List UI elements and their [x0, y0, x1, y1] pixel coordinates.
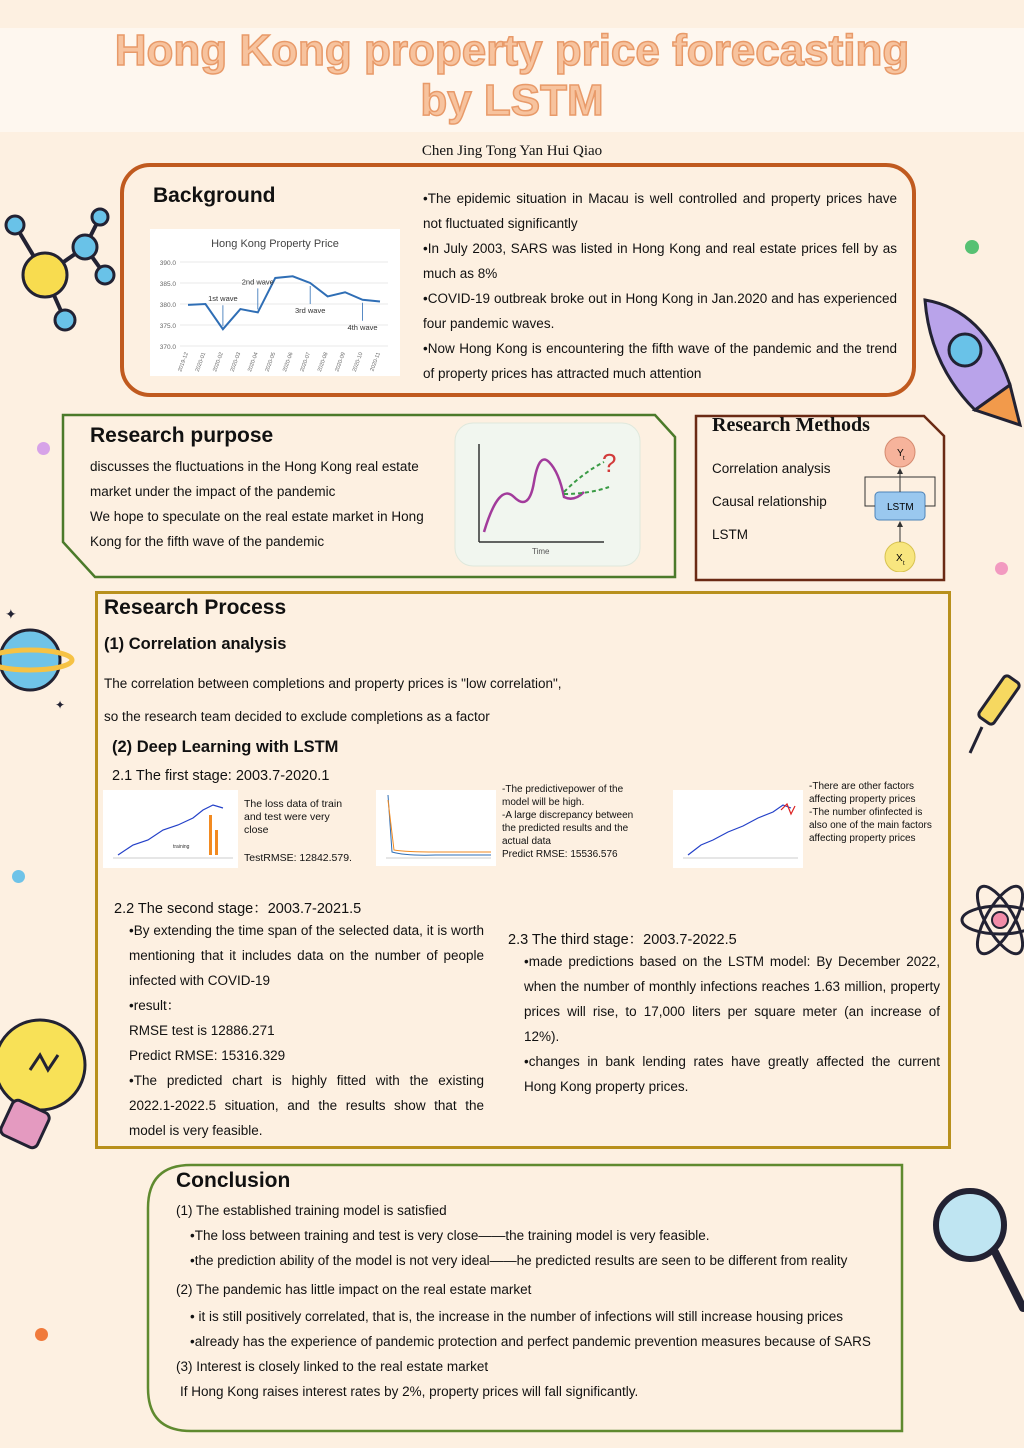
- speculation-sketch: [454, 422, 641, 567]
- diagram-lstm-label: LSTM: [887, 502, 914, 513]
- chart-x-tick: 2020-08: [316, 351, 330, 373]
- background-bullet: •In July 2003, SARS was listed in Hong Kong and real estate prices fell by as much as 8%: [423, 241, 897, 281]
- stage2-line: •result：: [129, 998, 181, 1013]
- light-bulb-icon: [0, 1010, 95, 1150]
- wave-label: 4th wave: [347, 322, 378, 332]
- chart-x-tick: 2020-02: [212, 351, 225, 373]
- svg-text:✦: ✦: [5, 606, 17, 622]
- stage1-training-chart: [103, 790, 238, 868]
- wave-label: 2nd wave: [241, 277, 274, 287]
- chart-x-tick: 2020-11: [369, 351, 382, 373]
- syringe-icon: [962, 665, 1024, 760]
- conclusion-line: If Hong Kong raises interest rates by 2%, property prices will fall significantly.: [180, 1384, 639, 1399]
- dot-decoration: [995, 562, 1008, 575]
- title-line-1: Hong Kong property price forecasting: [114, 26, 910, 75]
- dot-decoration: [12, 870, 25, 883]
- chart-y-tick: 385.0: [159, 281, 176, 288]
- stage1-prediction-chart: [673, 790, 803, 868]
- stage1-loss-chart: [376, 790, 496, 866]
- wave-label: 1st wave: [208, 294, 238, 304]
- conclusion-line: •the prediction ability of the model is not very ideal——he predicted results are seen to be different from reality: [190, 1253, 848, 1268]
- process-heading: Research Process: [104, 596, 287, 619]
- method-item: LSTM: [712, 527, 749, 542]
- stage1-note-loss: The loss data of train and test were very close: [244, 798, 343, 836]
- time-axis-label: Time: [532, 547, 550, 556]
- method-item: Correlation analysis: [712, 461, 831, 476]
- svg-text:✦: ✦: [55, 698, 66, 712]
- chart-training-label: training: [173, 844, 190, 850]
- stage3-line: •changes in bank lending rates have greatly affected the current Hong Kong property prices.: [524, 1054, 940, 1094]
- title-line-2: by LSTM: [420, 76, 604, 125]
- conclusion-line: (1) The established training model is satisfied: [176, 1203, 447, 1218]
- chart-y-tick: 380.0: [159, 302, 176, 309]
- magnifier-icon: [925, 1180, 1024, 1320]
- correlation-line: so the research team decided to exclude completions as a factor: [104, 709, 490, 724]
- stage1-note-prediction: -The predictivepower of the model will be high. -A large discrepancy between the predicted results and the actual data Predict RMSE: 15536.576: [502, 784, 634, 860]
- conclusion-line: • it is still positively correlated, that is, the increase in the number of infections will still increase housing prices: [190, 1309, 844, 1324]
- diagram-input-label: X: [896, 553, 903, 564]
- deep-learning-heading: (2) Deep Learning with LSTM: [112, 738, 339, 756]
- background-heading: Background: [153, 184, 276, 207]
- methods-list: [712, 452, 831, 551]
- molecule-icon: [0, 205, 120, 340]
- page-title: [0, 26, 1024, 126]
- background-bullets: [423, 186, 897, 386]
- conclusion-line: •The loss between training and test is very close——the training model is very feasible.: [190, 1228, 710, 1243]
- stage2-line: RMSE test is 12886.271: [129, 1023, 275, 1038]
- methods-heading: Research Methods: [712, 414, 870, 436]
- chart-y-tick: 375.0: [159, 323, 176, 330]
- diagram-output-sub: t: [903, 456, 905, 462]
- background-bullet: •COVID-19 outbreak broke out in Hong Kong in Jan.2020 and has experienced four pandemic waves.: [423, 291, 897, 331]
- correlation-line: The correlation between completions and property prices is "low correlation",: [104, 676, 562, 691]
- conclusion-line: (3) Interest is closely linked to the real estate market: [176, 1359, 489, 1374]
- question-mark: ?: [602, 448, 617, 478]
- stage3-text: [524, 949, 940, 1099]
- dot-decoration: [37, 442, 50, 455]
- chart-title: Hong Kong Property Price: [211, 238, 339, 250]
- conclusion-line: (2) The pandemic has little impact on the real estate market: [176, 1282, 532, 1297]
- diagram-input-sub: t: [903, 561, 905, 567]
- chart-y-tick: 370.0: [159, 344, 176, 351]
- conclusion-text: [176, 1198, 896, 1404]
- stage2-line: •The predicted chart is highly fitted with the existing 2022.1-2022.5 situation, and the results show that the model is very feasible.: [129, 1073, 484, 1138]
- chart-x-tick: 2020-07: [299, 351, 313, 373]
- chart-x-tick: 2020-03: [229, 351, 243, 373]
- chart-x-tick: 2020-01: [194, 351, 208, 373]
- correlation-heading: (1) Correlation analysis: [104, 635, 287, 653]
- chart-x-tick: 2020-10: [351, 351, 365, 373]
- stage1-heading: 2.1 The first stage: 2003.7-2020.1: [112, 768, 330, 784]
- correlation-text: [104, 667, 562, 733]
- purpose-line: We hope to speculate on the real estate market in Hong Kong for the fifth wave of the pandemic: [90, 509, 424, 549]
- chart-x-tick: 2020-04: [247, 351, 260, 373]
- purpose-text: [90, 454, 440, 554]
- stage3-heading: 2.3 The third stage：2003.7-2022.5: [508, 932, 737, 948]
- purpose-line: discusses the fluctuations in the Hong Kong real estate market under the impact of the pandemic: [90, 459, 419, 499]
- stage1-note-factors: -There are other factors affecting property prices -The number ofinfected is also one of the main factors affecting property prices: [809, 781, 932, 844]
- diagram-output-label: Y: [897, 448, 904, 459]
- planet-icon: [0, 605, 75, 715]
- chart-x-tick: 2019-12: [177, 351, 190, 373]
- stage2-line: Predict RMSE: 15316.329: [129, 1048, 286, 1063]
- chart-y-tick: 390.0: [159, 260, 176, 267]
- chart-x-tick: 2020-06: [282, 351, 295, 373]
- method-item: Causal relationship: [712, 494, 827, 509]
- purpose-heading: Research purpose: [90, 424, 274, 447]
- stage2-text: [129, 918, 484, 1143]
- property-price-chart: [150, 229, 400, 376]
- atom-icon: [955, 870, 1024, 970]
- wave-label: 3rd wave: [294, 306, 326, 315]
- dot-decoration: [965, 240, 979, 254]
- stage3-line: •made predictions based on the LSTM model: By December 2022, when the number of monthly infections reaches 1.63 million, property prices will rise, to 17,000 liters per square meter (an increase of 12%).: [524, 954, 940, 1044]
- stage2-heading: 2.2 The second stage：2003.7-2021.5: [114, 901, 362, 917]
- background-bullet: •The epidemic situation in Macau is well controlled and property prices have not fluctuated significantly: [423, 191, 897, 231]
- chart-x-tick: 2020-05: [264, 351, 278, 373]
- conclusion-heading: Conclusion: [176, 1169, 291, 1192]
- chart-x-tick: 2020-09: [334, 351, 347, 373]
- background-bullet: •Now Hong Kong is encountering the fifth wave of the pandemic and the trend of property prices has attracted much attention: [423, 341, 897, 381]
- authors: Chen Jing Tong Yan Hui Qiao: [421, 143, 603, 159]
- dot-decoration: [35, 1328, 48, 1341]
- stage2-line: •By extending the time span of the selected data, it is worth mentioning that it includes data on the number of people infected with COVID-19: [129, 923, 484, 988]
- stage1-note-rmse: TestRMSE: 12842.579.: [244, 852, 352, 864]
- conclusion-line: •already has the experience of pandemic protection and perfect pandemic prevention measures because of SARS: [190, 1334, 871, 1349]
- lstm-diagram: [855, 432, 940, 572]
